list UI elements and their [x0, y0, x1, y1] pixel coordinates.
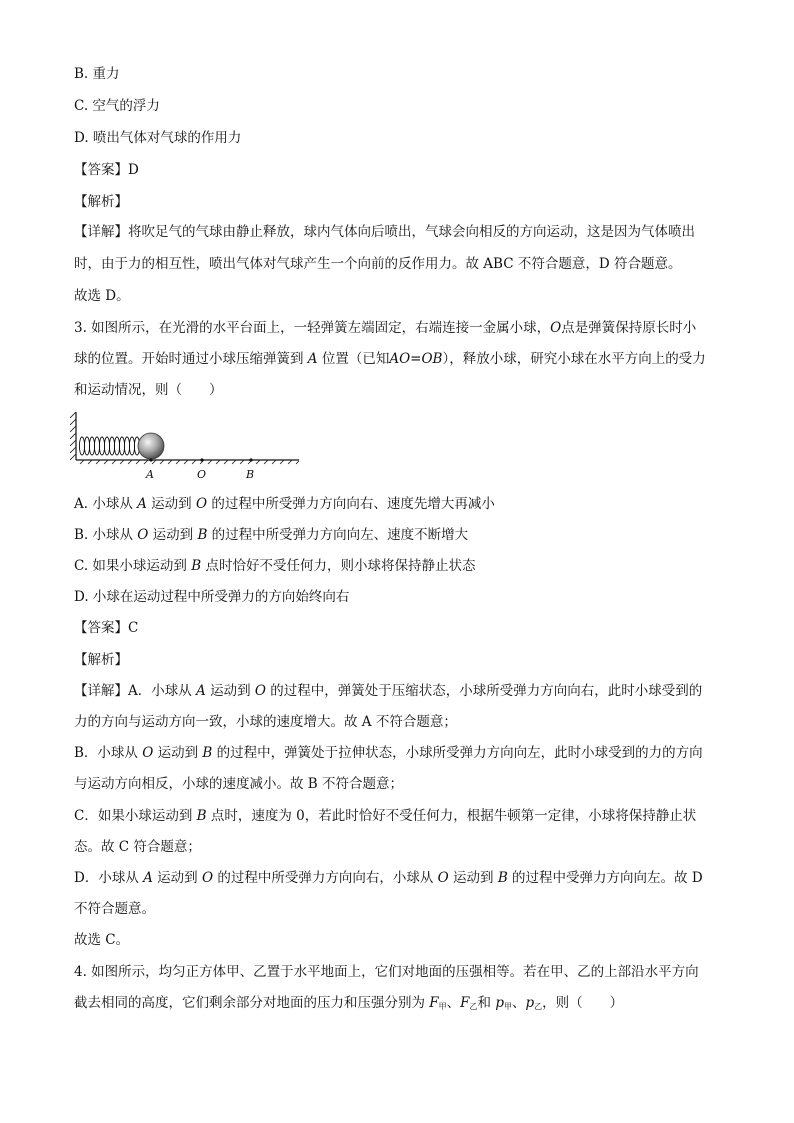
- table-hatching: [80, 460, 299, 464]
- option-d: D. 小球在运动过程中所受弹力的方向始终向右: [74, 589, 350, 605]
- point-o-dot: [200, 458, 203, 461]
- label-a: A: [146, 468, 154, 481]
- choice-q2: 故选 D。: [74, 288, 130, 304]
- wall-hatching: [70, 412, 76, 460]
- question-4-line1: 4. 如图所示，均匀正方体甲、乙置于水平地面上，它们对地面的压强相等。若在甲、乙的上部沿水平方向: [74, 964, 699, 980]
- question-3-line2: 球的位置。开始时通过小球压缩弹簧到 A 位置（已知AO=OB），释放小球，研究小球在水平方向上的受力: [74, 351, 706, 367]
- detail-q3-b-line1: B．小球从 O 运动到 B 的过程中，弹簧处于拉伸状态，小球所受弹力方向向左，此时小球受到的力的方向: [74, 745, 703, 761]
- detail-q3-c-line2: 态。故 C 符合题意；: [74, 839, 201, 855]
- spring-ball-figure: [70, 408, 306, 482]
- option-b: B. 小球从 O 运动到 B 的过程中所受弹力方向向左、速度不断增大: [74, 527, 469, 543]
- detail-q3-b-line2: 与运动方向相反，小球的速度减小。故 B 不符合题意；: [74, 776, 404, 792]
- compressed-spring: [79, 437, 139, 455]
- option-a: A. 小球从 A 运动到 O 的过程中所受弹力方向向右、速度先增大再减小: [74, 496, 495, 512]
- analysis-title-q2: 【解析】: [74, 194, 128, 210]
- point-b-dot: [249, 458, 252, 461]
- option-c-prev: C. 空气的浮力: [74, 98, 160, 114]
- detail-q3-a-line2: 力的方向与运动方向一致，小球的速度增大。故 A 不符合题意；: [74, 714, 457, 730]
- analysis-title-q3: 【解析】: [74, 652, 128, 668]
- detail-q3-d-line2: 不符合题意。: [74, 901, 155, 917]
- detail-q2-line2: 时，由于力的相互性，喷出气体对气球产生一个向前的反作用力。故 ABC 不符合题意，D 符合题意。: [74, 256, 682, 272]
- detail-q3-a-line1: 【详解】A．小球从 A 运动到 O 的过程中，弹簧处于压缩状态，小球所受弹力方向向右，此时小球受到的: [74, 683, 703, 699]
- question-3-line3: 和运动情况，则（ ）: [74, 382, 223, 398]
- option-c: C. 如果小球运动到 B 点时恰好不受任何力，则小球将保持静止状态: [74, 558, 476, 574]
- metal-ball: [138, 433, 164, 459]
- point-a-dot: [149, 458, 152, 461]
- label-o: O: [197, 468, 207, 481]
- answer-q2: 【答案】D: [74, 162, 139, 178]
- label-b: B: [246, 468, 255, 481]
- detail-q3-c-line1: C．如果小球运动到 B 点时，速度为 0，若此时恰好不受任何力，根据牛顿第一定律，小球将保持静止状: [74, 808, 697, 824]
- option-d-prev: D. 喷出气体对气球的作用力: [74, 130, 242, 146]
- option-b-prev: B. 重力: [74, 66, 120, 82]
- answer-q3: 【答案】C: [74, 620, 139, 636]
- detail-q2-line1: 【详解】将吹足气的气球由静止释放，球内气体向后喷出，气球会向相反的方向运动，这是因为气体喷出: [74, 224, 695, 240]
- choice-q3: 故选 C。: [74, 932, 130, 948]
- detail-q3-d-line1: D．小球从 A 运动到 O 的过程中所受弹力方向向右，小球从 O 运动到 B 的过程中受弹力方向向左。故 D: [74, 870, 703, 886]
- question-3-line1: 3. 如图所示，在光滑的水平台面上，一轻弹簧左端固定，右端连接一金属小球，O点是弹簧保持原长时小: [74, 320, 697, 336]
- question-4-line2: 截去相同的高度，它们剩余部分对地面的压力和压强分别为 $F_甲$、$F_乙$和 $p_甲$、$p_乙$，则（ ）: [74, 995, 624, 1011]
